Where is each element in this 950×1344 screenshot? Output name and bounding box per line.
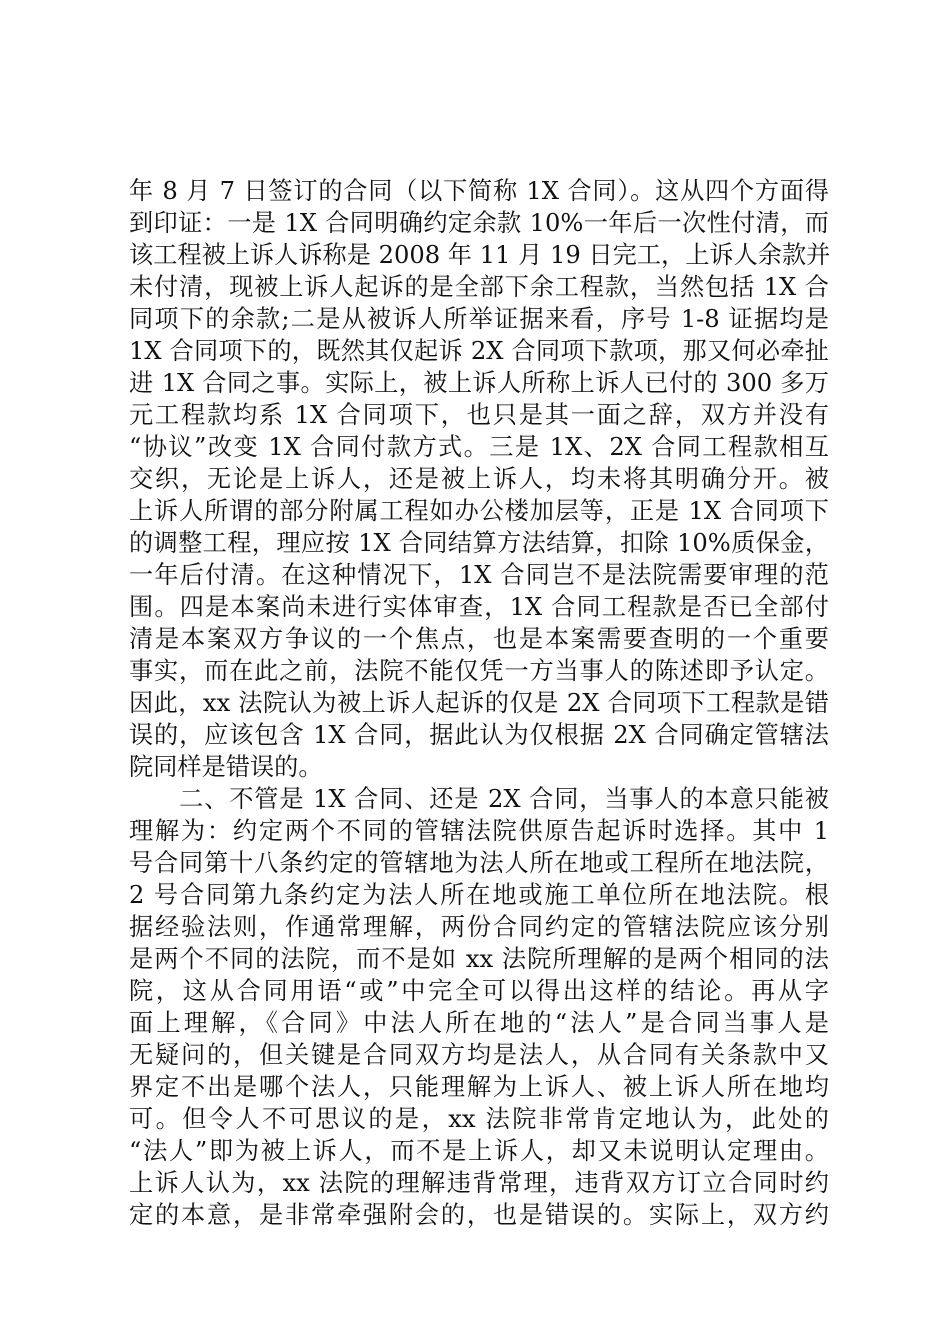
text-line: 无疑问的，但关键是合同双方均是法人，从合同有关条款中又: [129, 1041, 829, 1069]
text-line: 界定不出是哪个法人，只能理解为上诉人、被上诉人所在地均: [129, 1073, 829, 1101]
text-line: 1X 合同项下的，既然其仅起诉 2X 合同项下款项，那又何必牵扯: [129, 337, 829, 365]
text-line: 号合同第十八条约定的管辖地为法人所在地或工程所在地法院，: [129, 849, 829, 877]
text-line: 清是本案双方争议的一个焦点，也是本案需要查明的一个重要: [129, 625, 829, 653]
text-line: 理解为：约定两个不同的管辖法院供原告起诉时选择。其中 1: [129, 817, 829, 845]
body-text: [129, 175, 829, 1231]
text-line: 面上理解，《合同》中法人所在地的“法人”是合同当事人是: [129, 1009, 829, 1037]
text-line: 未付清，现被上诉人起诉的是全部下余工程款，当然包括 1X 合: [129, 273, 829, 301]
text-line: 交织，无论是上诉人，还是被上诉人，均未将其明确分开。被: [129, 465, 829, 493]
text-line: 因此，xx 法院认为被上诉人起诉的仅是 2X 合同项下工程款是错: [129, 689, 829, 717]
text-line: 院同样是错误的。: [129, 753, 323, 781]
text-line: 上诉人认为，xx 法院的理解违背常理，违背双方订立合同时约: [129, 1169, 829, 1197]
text-line: 围。四是本案尚未进行实体审查，1X 合同工程款是否已全部付: [129, 593, 829, 621]
text-line: 事实，而在此之前，法院不能仅凭一方当事人的陈述即予认定。: [129, 657, 829, 685]
text-line: 院，这从合同用语“或”中完全可以得出这样的结论。再从字: [129, 977, 829, 1005]
paragraph-1: [129, 175, 829, 783]
text-line: 该工程被上诉人诉称是 2008 年 11 月 19 日完工，上诉人余款并: [129, 241, 831, 269]
text-line: 定的本意，是非常牵强附会的，也是错误的。实际上，双方约: [129, 1201, 829, 1229]
text-line: 进 1X 合同之事。实际上，被上诉人所称上诉人已付的 300 多万: [129, 369, 829, 397]
text-line: “协议”改变 1X 合同付款方式。三是 1X、2X 合同工程款相互: [129, 433, 829, 461]
text-line: 误的，应该包含 1X 合同，据此认为仅根据 2X 合同确定管辖法: [129, 721, 829, 749]
text-line: 元工程款均系 1X 合同项下，也只是其一面之辞，双方并没有: [129, 401, 829, 429]
text-line: 到印证：一是 1X 合同明确约定余款 10%一年后一次性付清，而: [129, 209, 829, 237]
text-line: 年 8 月 7 日签订的合同（以下简称 1X 合同）。这从四个方面得: [129, 177, 829, 205]
text-line: “法人”即为被上诉人，而不是上诉人，却又未说明认定理由。: [129, 1137, 829, 1165]
paragraph-2: [129, 783, 829, 1231]
text-line: 二、不管是 1X 合同、还是 2X 合同，当事人的本意只能被: [129, 785, 829, 813]
text-line: 同项下的余款;二是从被诉人所举证据来看，序号 1-8 证据均是: [129, 305, 829, 333]
text-line: 据经验法则，作通常理解，两份合同约定的管辖法院应该分别: [129, 913, 829, 941]
text-line: 2 号合同第九条约定为法人所在地或施工单位所在地法院。根: [129, 881, 829, 909]
text-line: 可。但令人不可思议的是，xx 法院非常肯定地认为，此处的: [129, 1105, 829, 1133]
text-line: 一年后付清。在这种情况下，1X 合同岂不是法院需要审理的范: [129, 561, 829, 589]
text-line: 是两个不同的法院，而不是如 xx 法院所理解的是两个相同的法: [129, 945, 829, 973]
text-line: 的调整工程，理应按 1X 合同结算方法结算，扣除 10%质保金，: [129, 529, 829, 557]
text-line: 上诉人所谓的部分附属工程如办公楼加层等，正是 1X 合同项下: [129, 497, 829, 525]
